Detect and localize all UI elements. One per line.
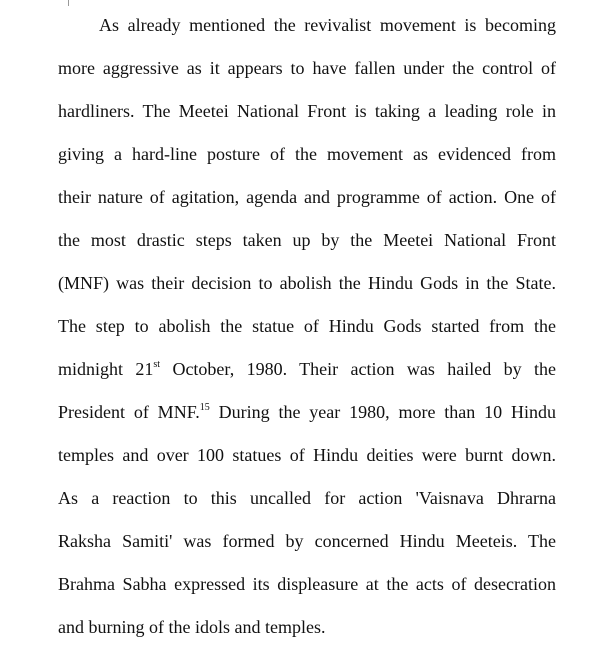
paragraph-line-13: Raksha Samiti' was formed by concerned Hindu Meeteis. The — [58, 531, 556, 551]
paragraph-line-8: The step to abolish the statue of Hindu Gods started from the — [58, 316, 556, 336]
paragraph-line-6: the most drastic steps taken up by the Meetei National Front — [58, 230, 556, 250]
paragraph-line-3: hardliners. The Meetei National Front is taking a leading role in — [58, 101, 556, 121]
ordinal-suffix: st — [153, 359, 161, 370]
line-10-start: President of MNF. — [58, 402, 200, 422]
paragraph-line-1: As already mentioned the revivalist movement is becoming — [99, 15, 556, 35]
paragraph-line-9 — [58, 358, 556, 380]
paragraph-line-14: Brahma Sabha expressed its displeasure at the acts of desecration — [58, 574, 556, 594]
paragraph-line-5: their nature of agitation, agenda and programme of action. One of — [58, 187, 556, 207]
paragraph-line-10 — [58, 401, 556, 423]
scan-mark — [68, 0, 69, 6]
paragraph-line-12: As a reaction to this uncalled for action 'Vaisnava Dhrarna — [58, 488, 556, 508]
paragraph-line-2: more aggressive as it appears to have fallen under the control of — [58, 58, 556, 78]
line-9-start: midnight 21 — [58, 359, 154, 379]
footnote-ref: 15 — [199, 402, 210, 413]
line-10-end: During the year 1980, more than 10 Hindu — [209, 402, 556, 422]
paragraph-line-15: and burning of the idols and temples. — [58, 617, 326, 637]
paragraph-line-4: giving a hard-line posture of the movement as evidenced from — [58, 144, 556, 164]
paragraph-line-7: (MNF) was their decision to abolish the Hindu Gods in the State. — [58, 273, 556, 293]
paragraph-line-11: temples and over 100 statues of Hindu deities were burnt down. — [58, 445, 556, 465]
line-9-end: October, 1980. Their action was hailed by the — [160, 359, 556, 379]
